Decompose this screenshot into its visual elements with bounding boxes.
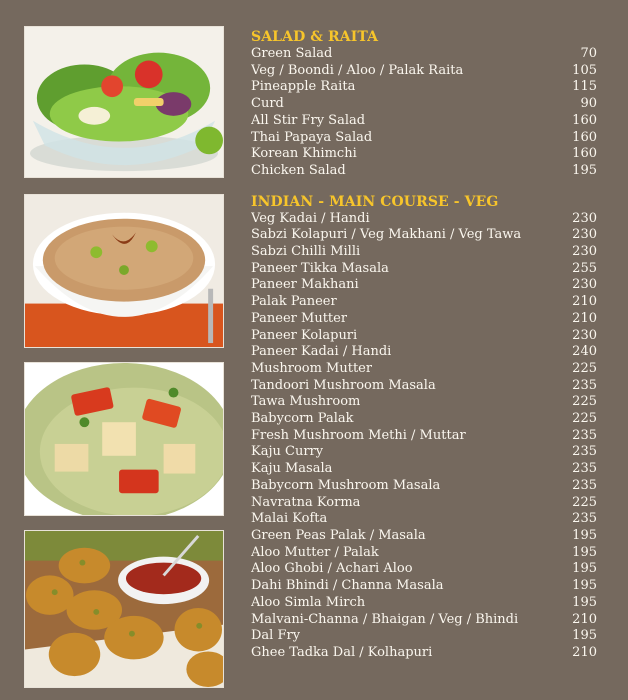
menu-item-price: 195: [572, 162, 597, 178]
menu-item-name: Paneer Tikka Masala: [251, 260, 389, 276]
menu-item: [251, 461, 597, 478]
menu-item: [251, 378, 597, 395]
menu-item: [251, 63, 597, 80]
menu-item-name: Sabzi Chilli Milli: [251, 244, 361, 260]
menu-section: [251, 29, 597, 180]
menu-item-name: Pineapple Raita: [251, 79, 356, 95]
menu-item: [251, 545, 597, 562]
menu-item: [251, 394, 597, 411]
menu-item: [251, 130, 597, 147]
menu-item-price: 230: [572, 327, 597, 343]
menu-item: [251, 163, 597, 180]
menu-item-name: Tawa Mushroom: [251, 394, 361, 410]
menu-item-price: 235: [572, 461, 597, 477]
menu-item: [251, 79, 597, 96]
menu-item: [251, 311, 597, 328]
menu-item-name: Veg Kadai / Handi: [251, 210, 370, 226]
menu-item: [251, 478, 597, 495]
menu-item: [251, 261, 597, 278]
menu-item-price: 195: [572, 594, 597, 610]
menu-item: [251, 244, 597, 261]
menu-item: [251, 411, 597, 428]
menu-item: [251, 444, 597, 461]
menu-item: [251, 628, 597, 645]
menu-item: [251, 46, 597, 63]
menu-item: [251, 612, 597, 629]
menu-item-name: Green Peas Palak / Masala: [251, 527, 426, 543]
menu-item-price: 210: [572, 310, 597, 326]
menu-item-price: 225: [572, 394, 597, 410]
menu-item-price: 195: [572, 561, 597, 577]
menu-item: [251, 511, 597, 528]
salad-bowl-photo: [24, 26, 224, 178]
menu-item-price: 210: [572, 294, 597, 310]
menu-item: [251, 645, 597, 662]
menu-item-name: Fresh Mushroom Methi / Muttar: [251, 427, 466, 443]
menu-item-price: 230: [572, 244, 597, 260]
menu-item-name: Paneer Makhani: [251, 277, 359, 293]
menu-item-price: 195: [572, 628, 597, 644]
menu-item-price: 240: [572, 344, 597, 360]
menu-item-name: Aloo Mutter / Palak: [251, 544, 379, 560]
menu-item-price: 255: [572, 260, 597, 276]
menu-item-price: 90: [580, 96, 597, 112]
menu-item-name: Curd: [251, 96, 284, 112]
menu-item-price: 225: [572, 360, 597, 376]
menu-item-price: 230: [572, 277, 597, 293]
menu-item-name: Mushroom Mutter: [251, 360, 373, 376]
section-title: SALAD & RAITA: [251, 29, 379, 45]
menu-item-name: Tandoori Mushroom Masala: [251, 377, 436, 393]
menu-item-name: Ghee Tadka Dal / Kolhapuri: [251, 644, 433, 660]
menu-item-name: Kaju Masala: [251, 461, 333, 477]
menu-item-name: Korean Khimchi: [251, 146, 357, 162]
menu-item-price: 115: [572, 79, 597, 95]
paneer-curry-photo: [24, 362, 224, 516]
menu-item-name: Babycorn Palak: [251, 411, 354, 427]
menu-item-name: Veg / Boondi / Aloo / Palak Raita: [251, 62, 464, 78]
menu-item: [251, 277, 597, 294]
menu-item-name: Kaju Curry: [251, 444, 324, 460]
kebab-platter-photo: [24, 530, 224, 688]
menu-item-price: 230: [572, 210, 597, 226]
menu-item: [251, 344, 597, 361]
menu-item: [251, 294, 597, 311]
menu-item: [251, 428, 597, 445]
menu-item-name: Babycorn Mushroom Masala: [251, 477, 441, 493]
menu-item-price: 235: [572, 477, 597, 493]
menu-item-price: 195: [572, 578, 597, 594]
menu-item-name: Sabzi Kolapuri / Veg Makhani / Veg Tawa: [251, 227, 522, 243]
section-gap: [251, 180, 597, 194]
menu-item-price: 160: [572, 112, 597, 128]
menu-item: [251, 495, 597, 512]
menu-item-price: 160: [572, 146, 597, 162]
menu-item-price: 195: [572, 527, 597, 543]
menu-item-price: 235: [572, 427, 597, 443]
menu-item: [251, 211, 597, 228]
menu-item-name: Thai Papaya Salad: [251, 129, 373, 145]
section-title: INDIAN - MAIN COURSE - VEG: [251, 193, 499, 210]
menu-item: [251, 113, 597, 130]
menu-item-name: Green Salad: [251, 46, 333, 61]
item-list: [251, 46, 597, 180]
menu-list: [251, 29, 597, 662]
menu-item-price: 105: [572, 62, 597, 78]
menu-item: [251, 227, 597, 244]
menu-item-price: 70: [580, 46, 597, 61]
menu-item-price: 235: [572, 444, 597, 460]
menu-item: [251, 361, 597, 378]
menu-item-price: 225: [572, 411, 597, 427]
menu-item-name: Dahi Bhindi / Channa Masala: [251, 578, 444, 594]
menu-item-name: Paneer Mutter: [251, 310, 348, 326]
menu-item-name: Malai Kofta: [251, 511, 328, 527]
menu-item: [251, 561, 597, 578]
menu-item-name: All Stir Fry Salad: [251, 112, 366, 128]
menu-item: [251, 146, 597, 163]
menu-item-price: 210: [572, 611, 597, 627]
menu-item: [251, 528, 597, 545]
menu-item: [251, 96, 597, 113]
menu-item-price: 195: [572, 544, 597, 560]
menu-item-price: 230: [572, 227, 597, 243]
menu-item: [251, 595, 597, 612]
menu-item-name: Aloo Ghobi / Achari Aloo: [251, 561, 413, 577]
item-list: [251, 211, 597, 662]
menu-item-name: Paneer Kolapuri: [251, 327, 358, 343]
menu-item-name: Paneer Kadai / Handi: [251, 344, 392, 360]
menu-item-name: Chicken Salad: [251, 162, 346, 178]
menu-section: [251, 194, 597, 662]
soup-bowl-photo: [24, 194, 224, 348]
menu-item: [251, 328, 597, 345]
menu-item-price: 225: [572, 494, 597, 510]
menu-item-price: 160: [572, 129, 597, 145]
menu-item-price: 235: [572, 511, 597, 527]
menu-item-name: Navratna Korma: [251, 494, 361, 510]
menu-item-price: 235: [572, 377, 597, 393]
menu-item-name: Dal Fry: [251, 628, 301, 644]
menu-item: [251, 578, 597, 595]
menu-item-name: Palak Paneer: [251, 294, 337, 310]
menu-item-name: Aloo Simla Mirch: [251, 594, 366, 610]
menu-item-price: 210: [572, 644, 597, 660]
menu-item-name: Malvani-Channa / Bhaigan / Veg / Bhindi: [251, 611, 519, 627]
